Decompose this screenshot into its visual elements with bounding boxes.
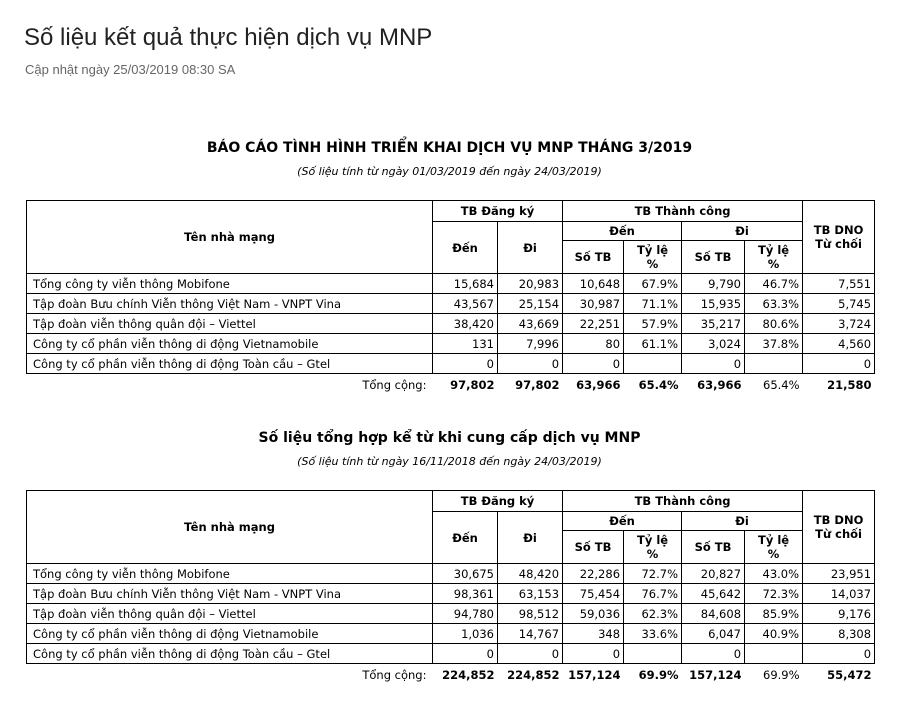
registered-to-header: Đến xyxy=(433,222,498,274)
registered-from: 63,153 xyxy=(498,584,563,604)
report-subtitle-cumulative: (Số liệu tính từ ngày 16/11/2018 đến ngày 24/03/2019) xyxy=(297,455,602,468)
table-row xyxy=(27,274,875,294)
success-from-rate: 40.9% xyxy=(745,624,803,644)
success-to-header: Đến xyxy=(563,222,682,241)
success-from-count: 3,024 xyxy=(682,334,745,354)
table-row xyxy=(27,294,875,314)
operator-name: Tổng công ty viễn thông Mobifone xyxy=(27,274,433,294)
registered-to: 43,567 xyxy=(433,294,498,314)
table-row xyxy=(27,564,875,584)
total-label: Tổng cộng: xyxy=(362,378,427,392)
success-to-rate: 61.1% xyxy=(624,334,682,354)
success-to-count: 22,286 xyxy=(563,564,624,584)
total-success-from-count: 63,966 xyxy=(697,378,742,392)
success-from-header: Đi xyxy=(682,512,803,531)
operator-name: Tập đoàn Bưu chính Viễn thông Việt Nam - VNPT Vina xyxy=(27,294,433,314)
registered-from-header: Đi xyxy=(498,222,563,274)
success-to-count: 59,036 xyxy=(563,604,624,624)
operator-name: Tập đoàn viễn thông quân đội – Viettel xyxy=(27,604,433,624)
total-success-to-count: 157,124 xyxy=(568,668,621,682)
total-success-from-rate: 65.4% xyxy=(763,378,800,392)
report-title-cumulative: Số liệu tổng hợp kể từ khi cung cấp dịch vụ MNP xyxy=(258,430,641,446)
success-to-count: 75,454 xyxy=(563,584,624,604)
success-from-count: 0 xyxy=(682,354,745,374)
registered-to: 131 xyxy=(433,334,498,354)
registered-to: 0 xyxy=(433,354,498,374)
operator-name: Công ty cổ phần viễn thông di động Toàn cầu – Gtel xyxy=(27,354,433,374)
from-subscribers-header: Số TB xyxy=(682,531,745,564)
success-from-rate: 37.8% xyxy=(745,334,803,354)
success-from-count: 15,935 xyxy=(682,294,745,314)
operator-name: Công ty cổ phần viễn thông di động Vietnamobile xyxy=(27,334,433,354)
table-row xyxy=(27,354,875,374)
success-to-rate: 33.6% xyxy=(624,624,682,644)
to-rate-header: Tỷ lệ % xyxy=(624,241,682,274)
success-to-rate xyxy=(624,644,682,664)
cumulative-report-table xyxy=(26,490,875,686)
rejected-count: 4,560 xyxy=(803,334,875,354)
success-to-rate: 71.1% xyxy=(624,294,682,314)
registered-from: 98,512 xyxy=(498,604,563,624)
registered-header: TB Đăng ký xyxy=(433,201,563,222)
operator-name: Công ty cổ phần viễn thông di động Toàn cầu – Gtel xyxy=(27,644,433,664)
registered-from: 0 xyxy=(498,644,563,664)
success-to-count: 348 xyxy=(563,624,624,644)
rejected-count: 3,724 xyxy=(803,314,875,334)
registered-header: TB Đăng ký xyxy=(433,491,563,512)
registered-from: 20,983 xyxy=(498,274,563,294)
registered-to: 15,684 xyxy=(433,274,498,294)
success-to-rate: 62.3% xyxy=(624,604,682,624)
success-from-rate xyxy=(745,354,803,374)
success-from-count: 35,217 xyxy=(682,314,745,334)
from-subscribers-header: Số TB xyxy=(682,241,745,274)
registered-from: 14,767 xyxy=(498,624,563,644)
table-row xyxy=(27,604,875,624)
total-label: Tổng cộng: xyxy=(362,668,427,682)
rejected-header: TB DNO Từ chối xyxy=(803,201,875,274)
operator-name: Tổng công ty viễn thông Mobifone xyxy=(27,564,433,584)
registered-to: 1,036 xyxy=(433,624,498,644)
from-rate-header: Tỷ lệ % xyxy=(745,531,803,564)
table-row xyxy=(27,644,875,664)
total-registered-to: 224,852 xyxy=(442,668,495,682)
registered-from: 43,669 xyxy=(498,314,563,334)
rejected-header: TB DNO Từ chối xyxy=(803,491,875,564)
total-success-from-rate: 69.9% xyxy=(763,668,800,682)
success-to-rate: 76.7% xyxy=(624,584,682,604)
total-rejected: 21,580 xyxy=(827,378,872,392)
registered-from: 0 xyxy=(498,354,563,374)
to-subscribers-header: Số TB xyxy=(563,241,624,274)
table-row xyxy=(27,314,875,334)
registered-to-header: Đến xyxy=(433,512,498,564)
success-from-rate: 43.0% xyxy=(745,564,803,584)
success-to-count: 30,987 xyxy=(563,294,624,314)
success-from-count: 0 xyxy=(682,644,745,664)
rejected-count: 7,551 xyxy=(803,274,875,294)
success-from-rate xyxy=(745,644,803,664)
success-from-rate: 63.3% xyxy=(745,294,803,314)
to-rate-header: Tỷ lệ % xyxy=(624,531,682,564)
report-subtitle-monthly: (Số liệu tính từ ngày 01/03/2019 đến ngày 24/03/2019) xyxy=(297,165,602,178)
page-title: Số liệu kết quả thực hiện dịch vụ MNP xyxy=(24,24,433,51)
registered-to: 38,420 xyxy=(433,314,498,334)
success-from-rate: 80.6% xyxy=(745,314,803,334)
success-header: TB Thành công xyxy=(563,491,803,512)
table-row xyxy=(27,624,875,644)
monthly-report-table xyxy=(26,200,875,396)
success-to-count: 10,648 xyxy=(563,274,624,294)
success-from-count: 45,642 xyxy=(682,584,745,604)
rejected-count: 5,745 xyxy=(803,294,875,314)
success-from-count: 20,827 xyxy=(682,564,745,584)
registered-from-header: Đi xyxy=(498,512,563,564)
updated-timestamp: Cập nhật ngày 25/03/2019 08:30 SA xyxy=(25,62,236,77)
success-to-count: 80 xyxy=(563,334,624,354)
success-from-count: 9,790 xyxy=(682,274,745,294)
success-from-count: 84,608 xyxy=(682,604,745,624)
rejected-count: 23,951 xyxy=(803,564,875,584)
from-rate-header: Tỷ lệ % xyxy=(745,241,803,274)
operator-name: Tập đoàn Bưu chính Viễn thông Việt Nam - VNPT Vina xyxy=(27,584,433,604)
total-registered-from: 224,852 xyxy=(507,668,560,682)
rejected-count: 0 xyxy=(803,354,875,374)
success-from-count: 6,047 xyxy=(682,624,745,644)
table-row xyxy=(27,584,875,604)
total-success-to-rate: 69.9% xyxy=(638,668,679,682)
total-success-to-count: 63,966 xyxy=(576,378,621,392)
operator-name: Tập đoàn viễn thông quân đội – Viettel xyxy=(27,314,433,334)
success-from-header: Đi xyxy=(682,222,803,241)
rejected-count: 9,176 xyxy=(803,604,875,624)
success-to-rate xyxy=(624,354,682,374)
rejected-count: 0 xyxy=(803,644,875,664)
success-from-rate: 46.7% xyxy=(745,274,803,294)
total-registered-from: 97,802 xyxy=(515,378,560,392)
success-from-rate: 85.9% xyxy=(745,604,803,624)
success-to-count: 22,251 xyxy=(563,314,624,334)
registered-from: 25,154 xyxy=(498,294,563,314)
to-subscribers-header: Số TB xyxy=(563,531,624,564)
success-to-rate: 67.9% xyxy=(624,274,682,294)
success-header: TB Thành công xyxy=(563,201,803,222)
registered-to: 94,780 xyxy=(433,604,498,624)
total-registered-to: 97,802 xyxy=(450,378,495,392)
operator-header: Tên nhà mạng xyxy=(27,201,433,274)
total-success-to-rate: 65.4% xyxy=(638,378,679,392)
success-to-count: 0 xyxy=(563,354,624,374)
total-row xyxy=(27,664,875,687)
total-success-from-count: 157,124 xyxy=(689,668,742,682)
rejected-count: 14,037 xyxy=(803,584,875,604)
success-to-rate: 72.7% xyxy=(624,564,682,584)
rejected-count: 8,308 xyxy=(803,624,875,644)
total-row xyxy=(27,374,875,397)
operator-header: Tên nhà mạng xyxy=(27,491,433,564)
success-to-header: Đến xyxy=(563,512,682,531)
success-to-rate: 57.9% xyxy=(624,314,682,334)
success-to-count: 0 xyxy=(563,644,624,664)
registered-from: 7,996 xyxy=(498,334,563,354)
success-from-rate: 72.3% xyxy=(745,584,803,604)
registered-to: 30,675 xyxy=(433,564,498,584)
table-row xyxy=(27,334,875,354)
total-rejected: 55,472 xyxy=(827,668,872,682)
operator-name: Công ty cổ phần viễn thông di động Vietnamobile xyxy=(27,624,433,644)
registered-to: 0 xyxy=(433,644,498,664)
registered-to: 98,361 xyxy=(433,584,498,604)
registered-from: 48,420 xyxy=(498,564,563,584)
report-title-monthly: BÁO CÁO TÌNH HÌNH TRIỂN KHAI DỊCH VỤ MNP THÁNG 3/2019 xyxy=(206,140,693,156)
